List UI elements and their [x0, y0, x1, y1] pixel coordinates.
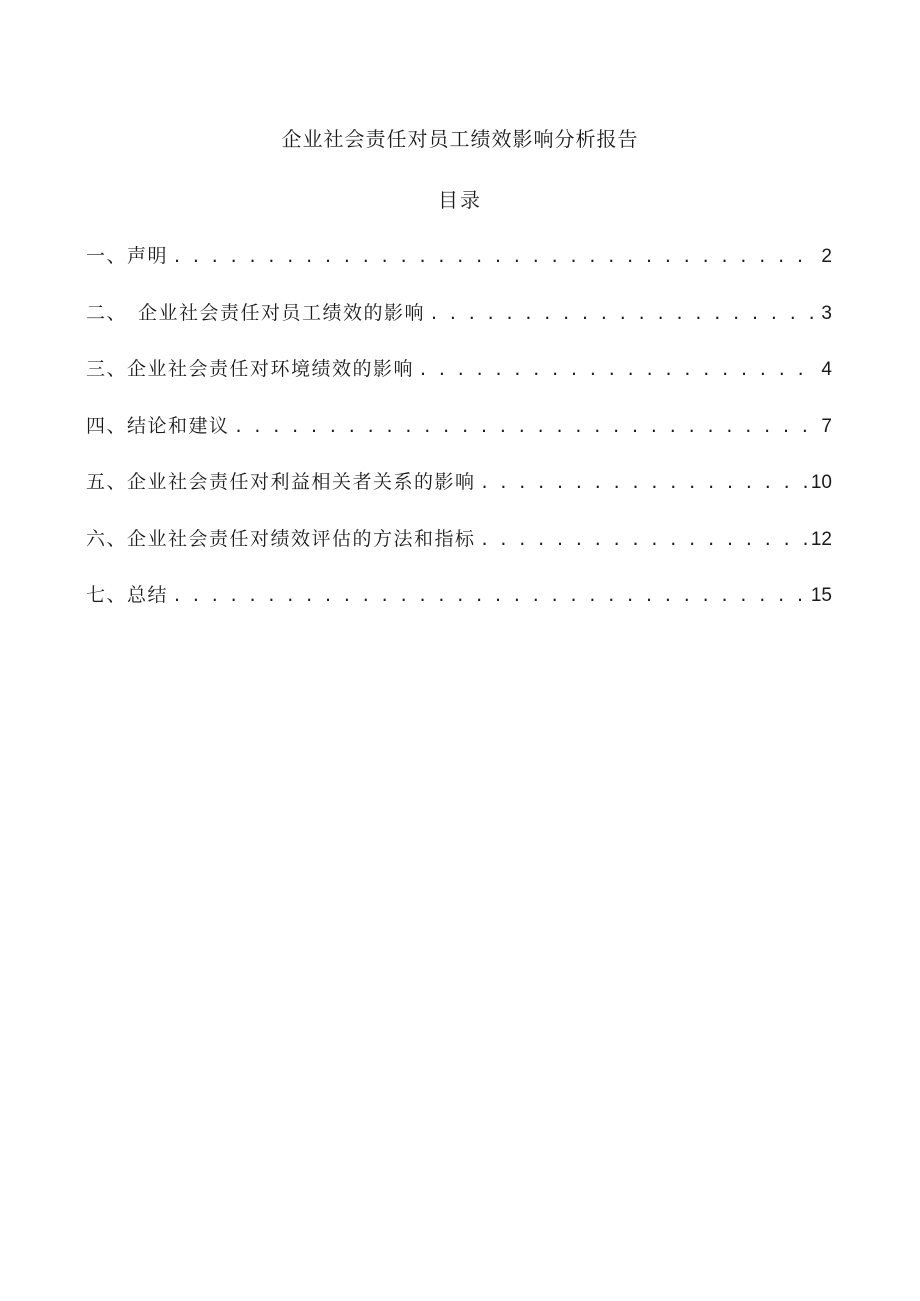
toc-dot-leader [482, 466, 807, 498]
toc-page-number: 15 [810, 585, 832, 606]
toc-entry-7[interactable] [86, 579, 832, 636]
toc-page-number: 2 [821, 246, 832, 267]
toc-entry-label: 一、声明 [86, 245, 169, 267]
toc-entry-label: 七、总结 [86, 584, 169, 606]
toc-dot-leader [174, 240, 817, 272]
toc-page-number: 4 [821, 359, 832, 380]
toc-entry-label: 四、结论和建议 [86, 414, 230, 437]
toc-page-number: 12 [810, 528, 832, 550]
toc-entry-3[interactable] [86, 353, 832, 410]
table-of-contents [86, 240, 832, 636]
document-title: 企业社会责任对员工绩效影响分析报告 [281, 127, 639, 151]
toc-entry-6[interactable] [86, 523, 832, 580]
toc-dot-leader [482, 523, 807, 555]
toc-entry-label: 六、企业社会责任对绩效评估的方法和指标 [86, 527, 476, 550]
toc-dot-leader [236, 410, 818, 442]
toc-entry-5[interactable] [86, 466, 832, 523]
toc-entry-label: 二、 企业社会责任对员工绩效的影响 [86, 301, 426, 324]
toc-page-number: 7 [821, 415, 832, 437]
toc-entry-label: 五、企业社会责任对利益相关者关系的影响 [86, 471, 476, 493]
toc-dot-leader [431, 297, 817, 329]
toc-heading: 目录 [438, 188, 482, 212]
toc-entry-4[interactable] [86, 410, 832, 467]
toc-page-number: 3 [821, 302, 832, 324]
toc-page-number: 10 [810, 472, 832, 493]
toc-dot-leader [420, 353, 817, 385]
toc-dot-leader [174, 579, 807, 611]
toc-entry-2[interactable] [86, 297, 832, 354]
toc-entry-label: 三、企业社会责任对环境绩效的影响 [86, 358, 415, 380]
toc-entry-1[interactable] [86, 240, 832, 297]
